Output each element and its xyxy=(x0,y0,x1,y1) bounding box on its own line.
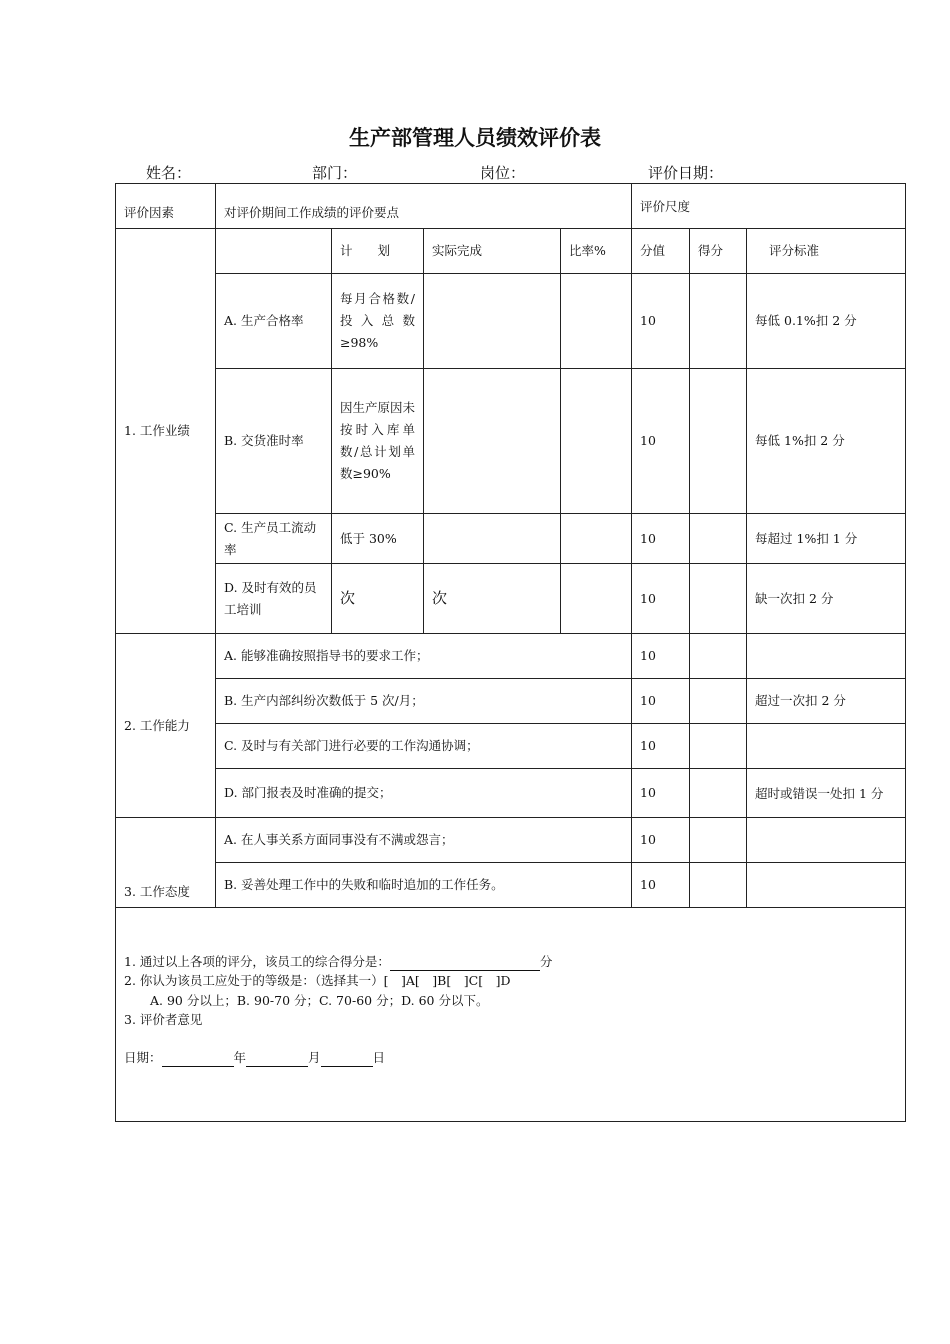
total-score-unit: 分 xyxy=(539,954,553,969)
header-row xyxy=(116,184,906,229)
plan-cell: 因生产原因未按时入库单数/总计划单数≥90% xyxy=(332,369,424,514)
standard-cell xyxy=(747,818,906,863)
table-row xyxy=(116,634,906,679)
score-cell xyxy=(690,863,747,908)
actual-cell xyxy=(424,369,561,514)
score-cell xyxy=(690,818,747,863)
standard-cell: 每超过 1%扣 1 分 xyxy=(747,514,906,564)
table-row xyxy=(116,769,906,818)
day-label: 日 xyxy=(372,1049,386,1065)
table-row xyxy=(116,514,906,564)
value-cell: 10 xyxy=(632,274,690,369)
table-row xyxy=(116,863,906,908)
plan-cell: 低于 30% xyxy=(332,514,424,564)
standard-cell: 超时或错误一处扣 1 分 xyxy=(747,769,906,818)
factor-header: 评价因素 xyxy=(116,184,216,229)
item-cell: D. 部门报表及时准确的提交； xyxy=(216,769,632,818)
plan-cell: 每月合格数/投入总数≥98% xyxy=(332,274,424,369)
score-cell xyxy=(690,514,747,564)
table-row xyxy=(116,369,906,514)
item-cell: B. 交货准时率 xyxy=(216,369,332,514)
date-line xyxy=(124,1048,897,1067)
grade-definition-line: A. 90 分以上；B. 90-70 分；C. 70-60 分；D. 60 分以下。 xyxy=(150,992,489,1008)
value-cell: 10 xyxy=(632,724,690,769)
ratio-cell xyxy=(561,274,632,369)
empty-cell xyxy=(216,229,332,274)
points-header: 对评价期间工作成绩的评价要点 xyxy=(216,184,632,229)
score-cell xyxy=(690,274,747,369)
item-cell: C. 生产员工流动率 xyxy=(216,514,332,564)
actual-header: 实际完成 xyxy=(424,229,561,274)
score-cell xyxy=(690,724,747,769)
total-score-line xyxy=(124,952,897,971)
score-cell xyxy=(690,679,747,724)
name-label: 姓名： xyxy=(146,164,192,182)
score-cell xyxy=(690,769,747,818)
item-cell: B. 生产内部纠纷次数低于 5 次/月； xyxy=(216,679,632,724)
score-header: 得分 xyxy=(690,229,747,274)
total-score-label: 1. 通过以上各项的评分，该员工的综合得分是： xyxy=(124,954,390,969)
score-cell xyxy=(690,564,747,634)
evaluation-table xyxy=(115,183,906,1122)
standard-cell xyxy=(747,634,906,679)
year-label: 年 xyxy=(233,1049,247,1065)
table-row xyxy=(116,818,906,863)
ratio-cell xyxy=(561,514,632,564)
value-cell: 10 xyxy=(632,863,690,908)
ratio-header: 比率% xyxy=(561,229,632,274)
day-blank[interactable] xyxy=(321,1052,373,1067)
total-score-blank[interactable] xyxy=(390,956,540,971)
scale-header: 评价尺度 xyxy=(632,184,906,229)
actual-cell xyxy=(424,514,561,564)
standard-cell: 超过一次扣 2 分 xyxy=(747,679,906,724)
footer-row xyxy=(116,908,906,1122)
plan-cell: 次 xyxy=(332,564,424,634)
standard-cell xyxy=(747,863,906,908)
table-row xyxy=(116,564,906,634)
factor-cell: 2. 工作能力 xyxy=(116,634,216,818)
actual-cell: 次 xyxy=(424,564,561,634)
department-label: 部门： xyxy=(312,164,358,182)
value-cell: 10 xyxy=(632,679,690,724)
date-label: 日期： xyxy=(124,1049,162,1065)
table-row xyxy=(116,679,906,724)
evaluation-date-label: 评价日期： xyxy=(648,164,724,182)
month-blank[interactable] xyxy=(246,1052,308,1067)
plan-header: 计 划 xyxy=(332,229,424,274)
value-cell: 10 xyxy=(632,564,690,634)
grade-choice-line: 2. 你认为该员工应处于的等级是：（选择其一）[ ]A[ ]B[ ]C[ ]D xyxy=(124,973,511,989)
year-blank[interactable] xyxy=(162,1052,234,1067)
value-cell: 10 xyxy=(632,634,690,679)
standard-header: 评分标准 xyxy=(747,229,906,274)
item-cell: A. 能够准确按照指导书的要求工作； xyxy=(216,634,632,679)
value-cell: 10 xyxy=(632,369,690,514)
ratio-cell xyxy=(561,564,632,634)
summary-cell xyxy=(116,908,906,1122)
value-header: 分值 xyxy=(632,229,690,274)
month-label: 月 xyxy=(308,1049,321,1065)
score-cell xyxy=(690,369,747,514)
actual-cell xyxy=(424,274,561,369)
value-cell: 10 xyxy=(632,769,690,818)
standard-cell: 缺一次扣 2 分 xyxy=(747,564,906,634)
value-cell: 10 xyxy=(632,818,690,863)
ratio-cell xyxy=(561,369,632,514)
standard-cell xyxy=(747,724,906,769)
value-cell: 10 xyxy=(632,514,690,564)
item-cell: A. 生产合格率 xyxy=(216,274,332,369)
standard-cell: 每低 1%扣 2 分 xyxy=(747,369,906,514)
table-row xyxy=(116,724,906,769)
item-cell: D. 及时有效的员工培训 xyxy=(216,564,332,634)
page-title: 生产部管理人员绩效评价表 xyxy=(349,126,601,150)
item-cell: C. 及时与有关部门进行必要的工作沟通协调； xyxy=(216,724,632,769)
item-cell: A. 在人事关系方面同事没有不满或怨言； xyxy=(216,818,632,863)
score-cell xyxy=(690,634,747,679)
evaluator-opinion-label: 3. 评价者意见 xyxy=(124,1012,203,1028)
item-cell: B. 妥善处理工作中的失败和临时追加的工作任务。 xyxy=(216,863,632,908)
factor-cell: 1. 工作业绩 xyxy=(116,229,216,634)
subheader-row xyxy=(116,229,906,274)
factor-cell: 3. 工作态度 xyxy=(116,818,216,908)
position-label: 岗位： xyxy=(480,164,526,182)
table-row xyxy=(116,274,906,369)
standard-cell: 每低 0.1%扣 2 分 xyxy=(747,274,906,369)
